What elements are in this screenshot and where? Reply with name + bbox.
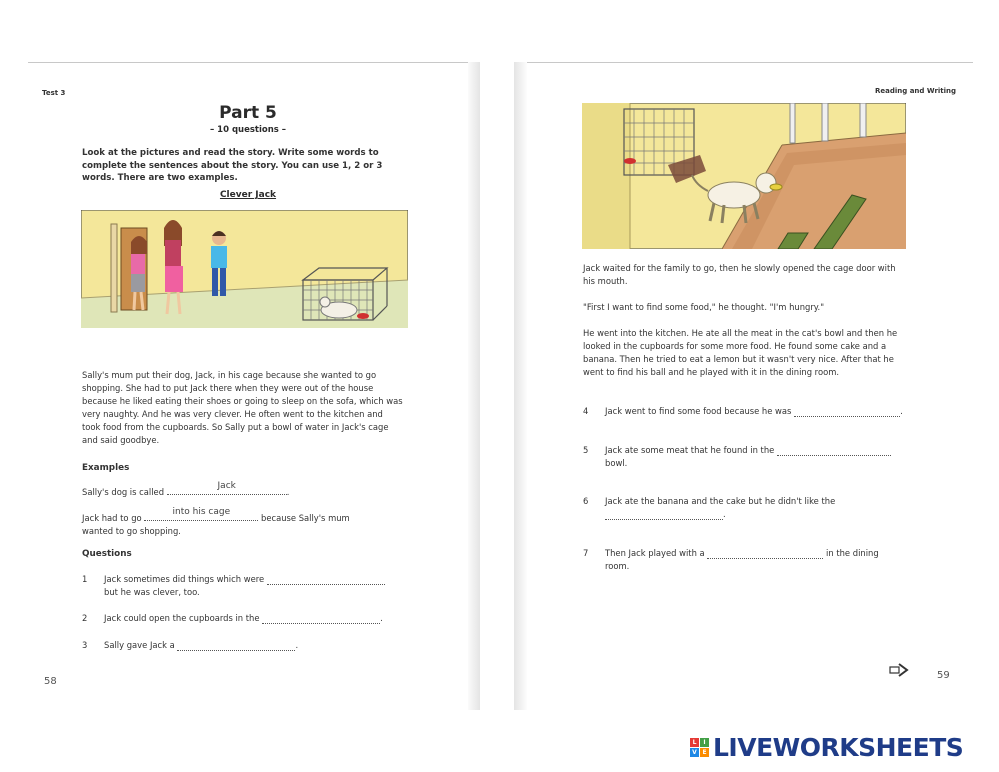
story-picture-2 xyxy=(582,103,906,249)
question-4-number: 4 xyxy=(583,406,589,416)
example-2-line2: wanted to go shopping. xyxy=(82,526,181,536)
book-fold-left xyxy=(466,62,480,710)
story-line: because he liked eating their shoes or going to sleep on the sofa, which was xyxy=(82,396,403,406)
question-7 xyxy=(583,547,943,575)
question-3-text: Sally gave Jack a xyxy=(104,640,175,650)
logo-mark-icon xyxy=(690,738,709,757)
question-2-end: . xyxy=(380,613,383,623)
question-7-number: 7 xyxy=(583,548,589,558)
question-7-text: Then Jack played with a xyxy=(605,548,705,558)
question-3-answer-input[interactable] xyxy=(177,640,295,651)
question-4-answer-input[interactable] xyxy=(794,406,900,417)
story-line: looked in the cupboards for some more food. He found some cake and a xyxy=(583,341,887,351)
left-page xyxy=(28,62,468,711)
question-3-end: . xyxy=(295,640,299,650)
brand-name: LIVEWORKSHEETS xyxy=(713,732,964,762)
question-5-answer-input[interactable] xyxy=(777,445,891,456)
question-7-text-after: in the dining xyxy=(826,548,879,558)
example-1-text: Sally's dog is called xyxy=(82,487,165,497)
example-1-answer: Jack xyxy=(217,481,236,491)
story-paragraph-1 xyxy=(583,262,923,288)
story-text xyxy=(82,369,412,447)
example-2-text: Jack had to go xyxy=(82,513,142,523)
question-1-answer-input[interactable] xyxy=(267,574,385,585)
question-5-line2: bowl. xyxy=(605,458,628,468)
story-picture-1 xyxy=(81,210,408,328)
question-5 xyxy=(583,444,943,472)
question-1-line2: but he was clever, too. xyxy=(104,587,200,597)
question-2-text: Jack could open the cupboards in the xyxy=(104,613,260,623)
question-4-text: Jack went to find some food because he was xyxy=(605,406,792,416)
question-6-answer-input[interactable] xyxy=(605,509,723,520)
question-1 xyxy=(82,573,422,601)
story-line: went to find his ball and he played with it in the dining room. xyxy=(583,367,840,377)
question-4 xyxy=(583,405,943,420)
logo-letter: E xyxy=(700,748,709,757)
page-number-left: 58 xyxy=(44,676,57,687)
story-line: and said goodbye. xyxy=(82,435,160,445)
questions-heading: Questions xyxy=(82,549,132,559)
question-2 xyxy=(82,612,422,627)
story-line: Sally's mum put their dog, Jack, in his cage because she wanted to go xyxy=(82,370,377,380)
running-head-right: Reading and Writing xyxy=(875,87,957,95)
book-fold-right xyxy=(514,62,528,710)
question-7-line2: room. xyxy=(605,561,630,571)
story-paragraph-3 xyxy=(583,327,923,379)
logo-letter: L xyxy=(690,738,699,747)
example-2-text-after: because Sally's mum xyxy=(261,513,350,523)
example-1 xyxy=(82,481,290,499)
question-5-text: Jack ate some meat that he found in the xyxy=(605,445,775,455)
part-subtitle: – 10 questions – xyxy=(209,125,287,135)
question-7-answer-input[interactable] xyxy=(707,548,823,559)
question-1-number: 1 xyxy=(82,574,88,584)
question-1-text: Jack sometimes did things which were xyxy=(104,574,265,584)
right-page xyxy=(527,62,973,711)
question-4-end: . xyxy=(900,406,903,416)
page-number-right: 59 xyxy=(937,670,950,681)
example-1-end: . xyxy=(286,487,290,497)
question-6 xyxy=(583,495,943,523)
liveworksheets-logo xyxy=(690,733,963,761)
question-6-number: 6 xyxy=(583,496,589,506)
example-2 xyxy=(82,507,412,538)
running-head-left: Test 3 xyxy=(42,89,66,97)
question-3-number: 3 xyxy=(82,640,88,650)
question-6-text: Jack ate the banana and the cake but he didn't like the xyxy=(605,496,836,506)
instructions: Look at the pictures and read the story. Write some words to complete the sentences about the story. You can use 1, 2 or 3 words. There are two examples. xyxy=(82,148,383,183)
story-line: very naughty. And he was very clever. He often went to the kitchen and xyxy=(82,409,383,419)
question-5-number: 5 xyxy=(583,445,589,455)
question-2-answer-input[interactable] xyxy=(262,613,380,624)
logo-letter: V xyxy=(690,748,699,757)
story-line: took food from the cupboards. So Sally put a bowl of water in Jack's cage xyxy=(82,422,389,432)
story-line: his mouth. xyxy=(583,276,628,286)
story-line: Jack waited for the family to go, then he slowly opened the cage door with xyxy=(583,263,896,273)
story-title: Clever Jack xyxy=(219,190,277,200)
story-line: banana. Then he tried to eat a lemon but it wasn't very nice. After that he xyxy=(583,354,894,364)
arrow-right-icon[interactable] xyxy=(889,663,909,677)
example-1-answer-field xyxy=(167,481,287,495)
part-title: Part 5 xyxy=(219,103,277,123)
example-2-answer-field xyxy=(144,507,258,521)
examples-heading: Examples xyxy=(82,463,130,473)
logo-letter: I xyxy=(700,738,709,747)
question-2-number: 2 xyxy=(82,613,88,623)
story-paragraph-2: "First I want to find some food," he thought. "I'm hungry." xyxy=(583,302,825,312)
example-2-answer: into his cage xyxy=(172,507,231,517)
question-3 xyxy=(82,639,422,654)
story-line: shopping. She had to put Jack there when they were out of the house xyxy=(82,383,374,393)
story-line: He went into the kitchen. He ate all the meat in the cat's bowl and then he xyxy=(583,328,898,338)
question-6-end: . xyxy=(723,509,726,519)
